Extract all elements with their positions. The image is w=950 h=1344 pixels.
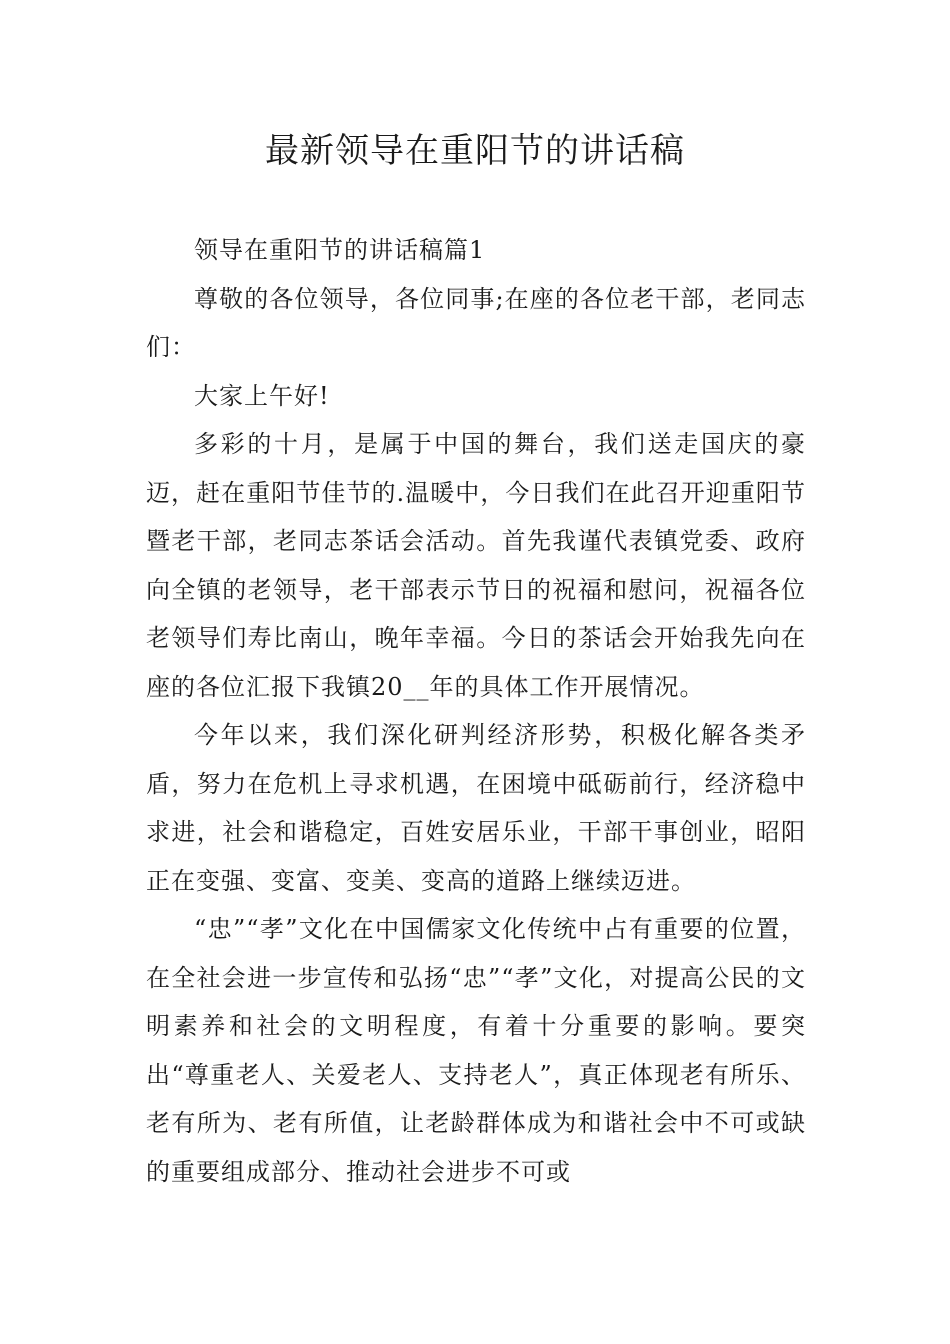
body-paragraph: 今年以来，我们深化研判经济形势，积极化解各类矛盾，努力在危机上寻求机遇，在困境中砥砺前行，经济稳中求进，社会和谐稳定，百姓安居乐业，干部干事创业，昭阳正在变强、变富、变美、变高的道路上继续迈进。 <box>146 721 806 895</box>
section-heading: 领导在重阳节的讲话稿篇1 <box>194 236 486 264</box>
salutation-paragraph: 尊敬的各位领导，各位同事;在座的各位老干部，老同志们： <box>146 284 806 361</box>
body-paragraph: “忠”“孝”文化在中国儒家文化传统中占有重要的位置，在全社会进一步宣传和弘扬“忠”“孝”文化，对提高公民的文明素养和社会的文明程度，有着十分重要的影响。要突出“尊重老人、关爱老人、支持老人”，真正体现老有所乐、老有所为、老有所值，让老龄群体成为和谐社会中不可或缺的重要组成部分、推动社会进步不可或 <box>146 915 806 1186</box>
greeting-paragraph: 大家上午好! <box>194 381 330 410</box>
document-title: 最新领导在重阳节的讲话稿 <box>265 131 685 171</box>
document-body <box>146 226 806 1196</box>
body-paragraph: 多彩的十月，是属于中国的舞台，我们送走国庆的豪迈，赶在重阳节佳节的.温暖中，今日我们在此召开迎重阳节暨老干部，老同志茶话会活动。首先我谨代表镇党委、政府向全镇的老领导，老干部表示节日的祝福和慰问，祝福各位老领导们寿比南山，晚年幸福。今日的茶话会开始我先向在座的各位汇报下我镇20__年的具体工作开展情况。 <box>146 430 806 701</box>
